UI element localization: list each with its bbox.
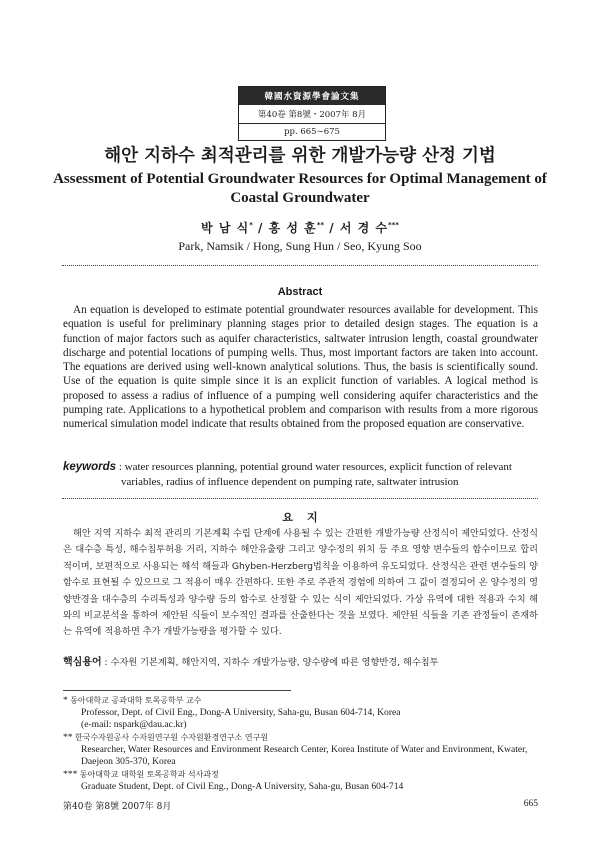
korean-title: 해안 지하수 최적관리를 위한 개발가능량 산정 기법 [104, 146, 496, 166]
divider-top [62, 265, 538, 266]
footer-issue: 第40卷 第8號 2007年 8月 [63, 802, 172, 812]
footnote-1-korean: 동아대학교 공과대학 토목공학부 교수 [70, 696, 202, 705]
footnote-2-mark: ** [63, 732, 73, 743]
footnote-3-korean: 동아대학교 대학원 토목공학과 석사과정 [79, 770, 219, 779]
footnote-3 [63, 769, 543, 793]
footnote-2-english-1: Researcher, Water Resources and Environment Research Center, Korea Institute of Water and Environment, Kwater, [81, 744, 528, 755]
footnote-1-english-1: Professor, Dept. of Civil Eng., Dong-A University, Saha-gu, Busan 604-714, Korea [81, 707, 401, 718]
author-3-mark: *** [387, 221, 399, 229]
journal-header-box [238, 86, 386, 141]
footnote-2-english-2: Daejeon 305-370, Korea [81, 756, 176, 767]
journal-volume-issue: 第40卷 第8號・2007年 8月 [239, 105, 385, 124]
korean-keywords-block [63, 653, 538, 668]
footnote-1-english-2: (e-mail: nspark@dau.ac.kr) [81, 719, 187, 730]
footnote-3-english-1: Graduate Student, Dept. of Civil Eng., Dong-A University, Saha-gu, Busan 604-714 [81, 781, 404, 792]
footnote-rule [63, 690, 291, 691]
footnote-1 [63, 695, 543, 731]
divider-middle [62, 498, 538, 499]
footnote-2-korean: 한국수자원공사 수자원연구원 수자원환경연구소 연구원 [75, 733, 269, 742]
author-1: 박 남 식 [201, 221, 250, 235]
korean-keywords-label: 핵심용어 [63, 657, 102, 668]
journal-pages: pp. 665∼675 [284, 127, 340, 137]
korean-keywords-separator: : [101, 657, 111, 668]
abstract-text: An equation is developed to estimate potential groundwater resources available for development. This equation is useful for preliminary planning stages prior to detailed design stages. The equation is a function of major factors such as aquifer characteristics, saltwater intrusion length, coastal groundwater discharge and potential locations of pumping wells. Thus, most important factors are taken into account. The equations are derived using well-known analytical solutions. Thus, the basis is scientifically sound. Use of the equation is quite simple since it is an explicit function of variables. A logical method is proposed to assess a radius of influence of a pumping well considering aquifer characteristics and the pumping rate. Applications to a hypothetical problem and comparison with results from a more rigorous numerical simulation model indicate that results obtained from the proposed equation are conservative. [63, 304, 538, 431]
english-authors: Park, Namsik / Hong, Sung Hun / Seo, Kyung Soo [178, 239, 422, 253]
abstract-heading: Abstract [277, 286, 323, 298]
author-2-mark: ** [316, 221, 325, 229]
keywords-separator: : [116, 461, 125, 473]
korean-abstract-text: 해안 지역 지하수 최적 관리의 기본계획 수립 단계에 사용될 수 있는 간편한 개발가능량 산정식이 제안되었다. 산정식은 대수층 특성, 해수침투허용 거리, 지하수 해안유출량 그리고 양수정의 위치 등 주요 영향 변수들의 함수이므로 합리적이며, 보편적으로 사용되는 해석 해들과 Ghyben-Herzberg법칙을 이용하여 유도되었다. 산정식은 관련 변수들의 양 함수로 표현될 수 있으므로 그 적용이 매우 간편하다. 또한 주로 주관적 경험에 의하여 그 값이 결정되어 온 양수정의 영향반경을 대수층의 수리특성과 양수량 등의 함수로 산정할 수 있는 식이 제안되었다. 가상 유역에 대한 적용과 수치 해와의 비교분석을 통하여 제안된 식들이 보수적인 결과를 산출한다는 것을 보였다. 제안된 식들을 기존 관정들이 존재하는 유역에 적용하면 추가 개발가능량을 평가할 수 있다. [63, 528, 538, 638]
keywords-block [63, 460, 538, 490]
footnote-2 [63, 732, 543, 768]
korean-keywords-text: 수자원 기본계획, 해안지역, 지하수 개발가능량, 양수량에 따른 영향반경, 해수침투 [110, 657, 439, 668]
english-title: Assessment of Potential Groundwater Resources for Optimal Management of Coastal Groundwater [53, 171, 547, 206]
korean-abstract-heading: 요지 [282, 511, 332, 524]
journal-name: 韓國水資源學會論文集 [239, 87, 385, 105]
page-number: 665 [523, 799, 538, 809]
author-3: 서 경 수 [339, 221, 388, 235]
author-1-mark: * [249, 221, 253, 229]
footnote-3-mark: *** [63, 769, 78, 780]
author-separator: / [324, 221, 340, 235]
footnote-1-mark: * [63, 695, 68, 706]
author-2: 홍 성 훈 [268, 221, 317, 235]
keywords-line-1: water resources planning, potential ground water resources, explicit function of relevant [124, 461, 512, 473]
keywords-label: keywords [63, 461, 117, 473]
keywords-line-2: variables, radius of influence dependent on pumping rate, saltwater intrusion [121, 476, 459, 488]
author-separator: / [252, 221, 269, 235]
korean-authors [0, 219, 600, 236]
